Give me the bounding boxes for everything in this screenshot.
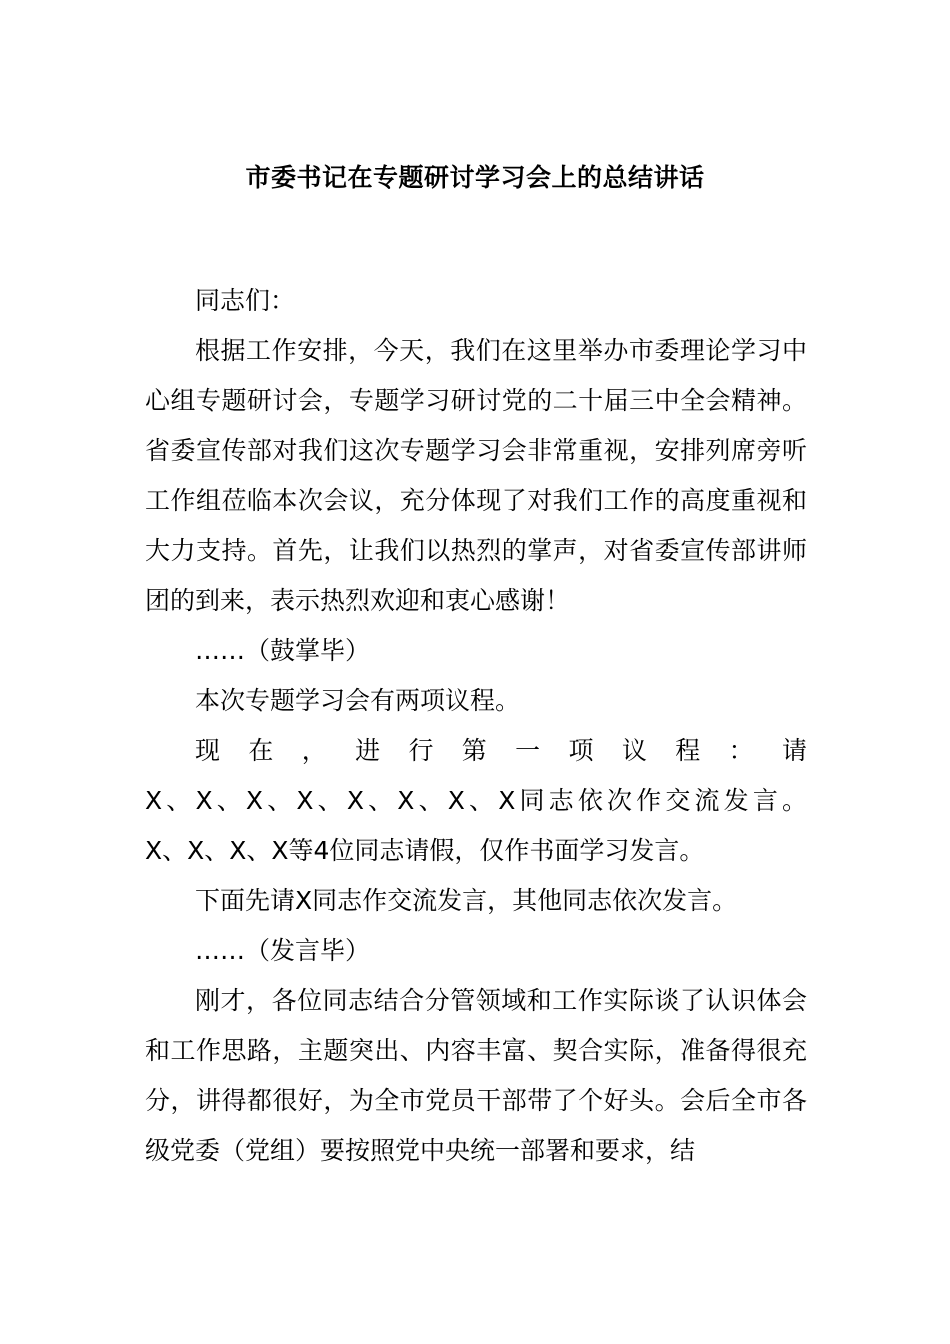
salutation: 同志们： xyxy=(195,286,296,315)
paragraph-summary: 刚才，各位同志结合分管领域和工作实际谈了认识体会和工作思路，主题突出、内容丰富、契合实际，准备得很充分，讲得都很好，为全市党员干部带了个好头。会后全市各级党委（党组）要按照党中央统一部署和要求，结 xyxy=(145,986,807,1165)
paragraph-applause-note: ……（鼓掌毕） xyxy=(195,636,371,665)
paragraph-agenda: 本次专题学习会有两项议程。 xyxy=(195,686,521,715)
paragraph-leave-note: X、X、X、X等4位同志请假，仅作书面学习发言。 xyxy=(145,836,705,865)
document-body xyxy=(145,276,807,1176)
paragraph-first-item: 现在，进行第一项议程：请 xyxy=(195,736,807,765)
paragraph-first-speaker: 下面先请X同志作交流发言，其他同志依次发言。 xyxy=(195,886,738,915)
paragraph-opening: 根据工作安排，今天，我们在这里举办市委理论学习中心组专题研讨会，专题学习研讨党的二十届三中全会精神。省委宣传部对我们这次专题学习会非常重视，安排列席旁听工作组莅临本次会议，充分体现了对我们工作的高度重视和大力支持。首先，让我们以热烈的掌声，对省委宣传部讲师团的到来，表示热烈欢迎和衷心感谢！ xyxy=(145,336,807,615)
paragraph-speech-end-note: ……（发言毕） xyxy=(195,936,371,965)
paragraph-speakers: X、X、X、X、X、X、X、X同志依次作交流发言。 xyxy=(145,786,807,815)
document-title: 市委书记在专题研讨学习会上的总结讲话 xyxy=(245,163,705,192)
